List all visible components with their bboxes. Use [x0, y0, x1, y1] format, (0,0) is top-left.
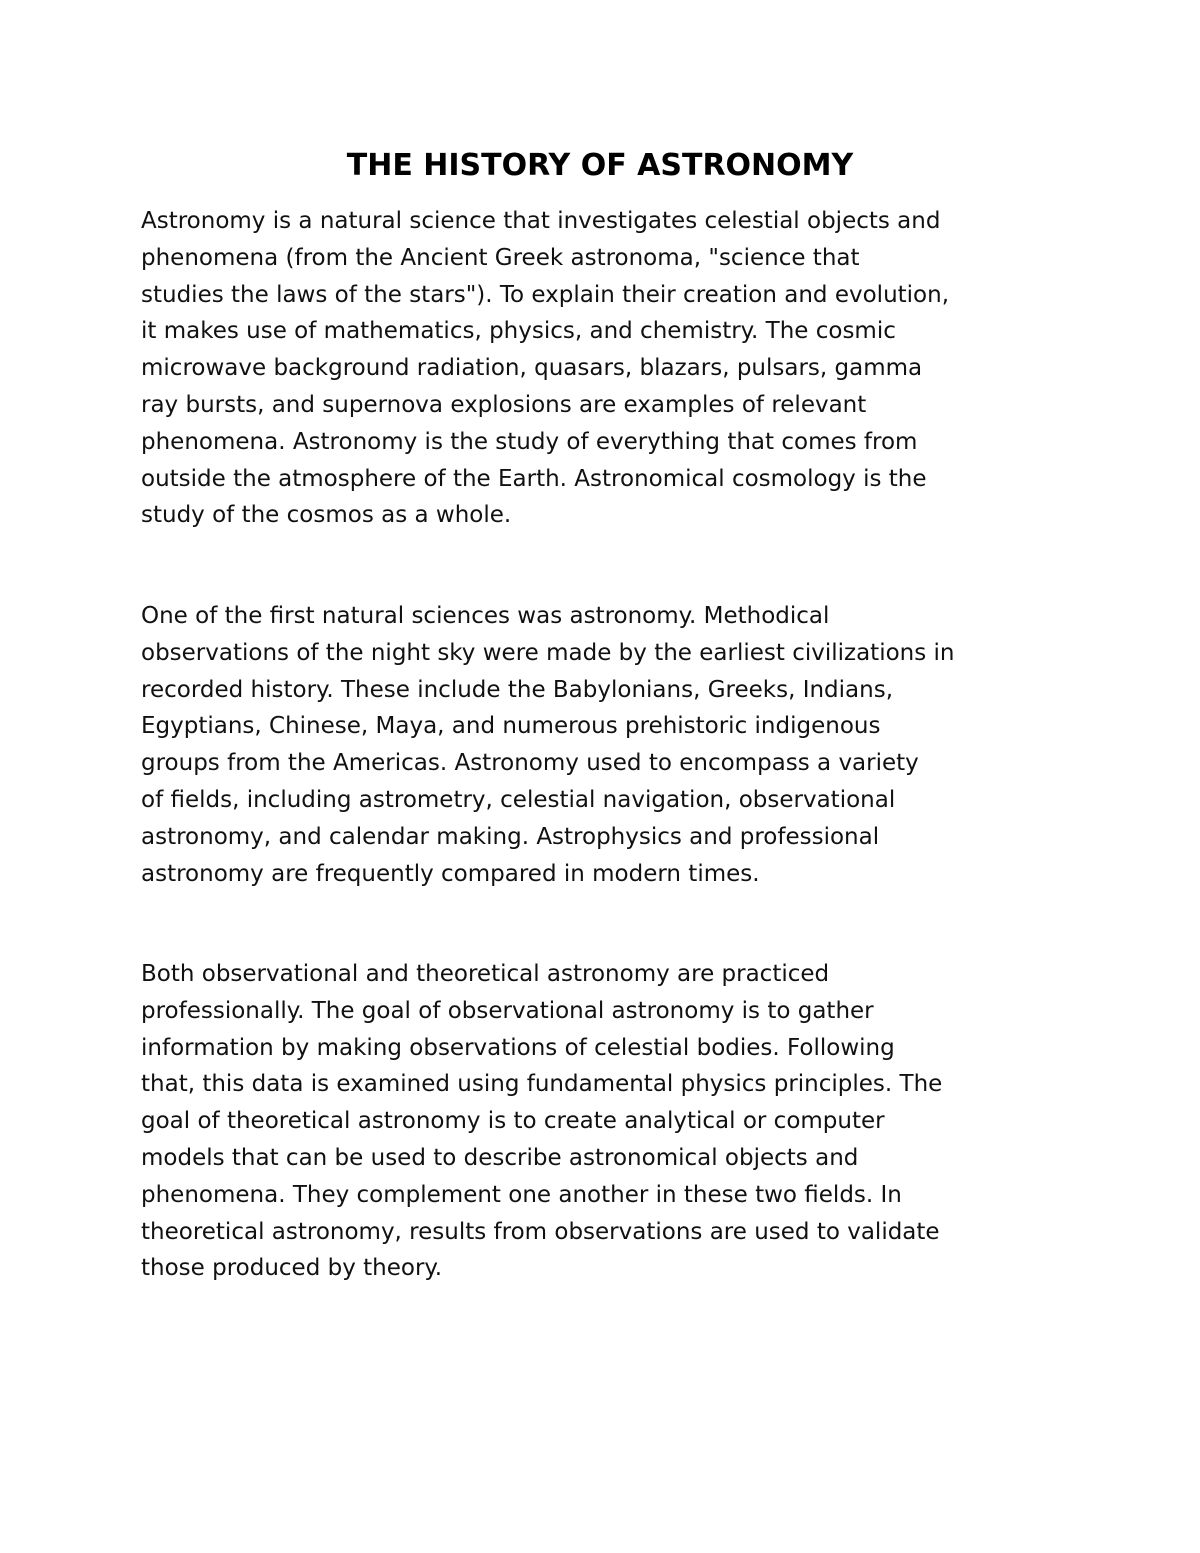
- paragraph-line: study of the cosmos as a whole.: [141, 502, 512, 529]
- paragraph-line: Egyptians, Chinese, Maya, and numerous prehistoric indigenous: [141, 713, 881, 740]
- paragraph-line: observations of the night sky were made by the earliest civilizations in: [141, 639, 955, 666]
- paragraph-line: of fields, including astrometry, celestial navigation, observational: [141, 786, 896, 813]
- paragraph-line: phenomena. Astronomy is the study of everything that comes from: [141, 428, 918, 455]
- paragraph-line: it makes use of mathematics, physics, and chemistry. The cosmic: [141, 318, 896, 345]
- paragraph-3: [141, 956, 1071, 1287]
- paragraph-line: ray bursts, and supernova explosions are examples of relevant: [141, 391, 867, 418]
- paragraph-line: astronomy, and calendar making. Astrophysics and professional: [141, 823, 880, 850]
- paragraph-line: microwave background radiation, quasars, blazars, pulsars, gamma: [141, 355, 923, 382]
- document-title: THE HISTORY OF ASTRONOMY: [346, 148, 854, 183]
- paragraph-line: those produced by theory.: [141, 1255, 443, 1282]
- paragraph-line: information by making observations of celestial bodies. Following: [141, 1034, 895, 1061]
- paragraph-line: phenomena (from the Ancient Greek astronoma, "science that: [141, 244, 860, 271]
- paragraph-line: goal of theoretical astronomy is to create analytical or computer: [141, 1108, 885, 1135]
- paragraph-line: recorded history. These include the Babylonians, Greeks, Indians,: [141, 676, 894, 703]
- paragraph-line: that, this data is examined using fundamental physics principles. The: [141, 1071, 943, 1098]
- paragraph-1: [141, 203, 1071, 534]
- paragraph-line: outside the atmosphere of the Earth. Astronomical cosmology is the: [141, 465, 927, 492]
- paragraph-line: Both observational and theoretical astronomy are practiced: [141, 961, 830, 987]
- paragraph-line: professionally. The goal of observational astronomy is to gather: [141, 997, 874, 1024]
- paragraph-line: studies the laws of the stars"). To explain their creation and evolution,: [141, 281, 950, 308]
- paragraph-line: models that can be used to describe astronomical objects and: [141, 1144, 859, 1171]
- paragraph-line: phenomena. They complement one another in these two fields. In: [141, 1181, 902, 1208]
- paragraph-line: astronomy are frequently compared in modern times.: [141, 860, 760, 887]
- paragraph-line: Astronomy is a natural science that investigates celestial objects and: [141, 208, 941, 234]
- paragraph-line: theoretical astronomy, results from observations are used to validate: [141, 1218, 940, 1245]
- paragraph-line: groups from the Americas. Astronomy used to encompass a variety: [141, 750, 919, 777]
- paragraph-line: One of the first natural sciences was astronomy. Methodical: [141, 603, 830, 629]
- paragraph-2: [141, 598, 1071, 892]
